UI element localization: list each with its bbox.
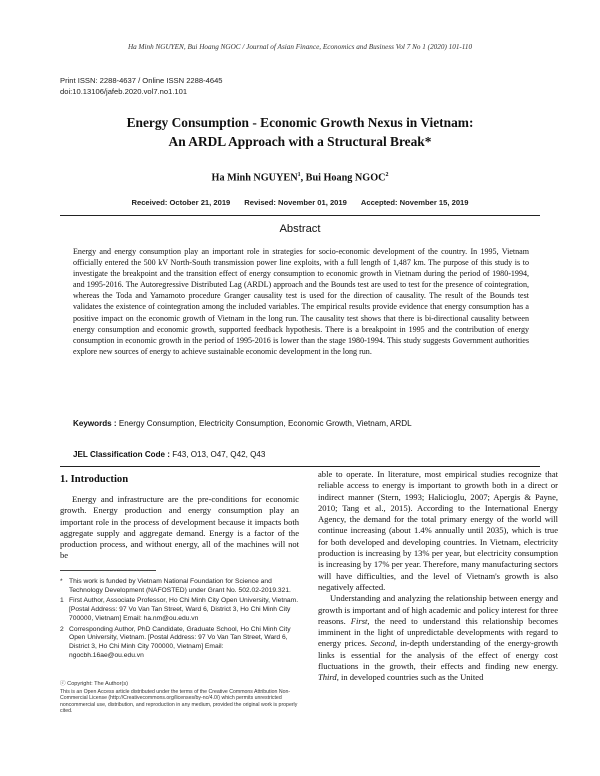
para3-third: Third bbox=[318, 672, 337, 683]
author-1-mark: 1 bbox=[297, 172, 301, 178]
jel-codes bbox=[73, 450, 529, 459]
title-line-2: An ARDL Approach with a Structural Break* bbox=[168, 134, 432, 149]
revised-date: Revised: November 01, 2019 bbox=[244, 198, 347, 207]
para3-text-a: Understanding and analyzing the relationship between energy and growth is important and of high academic and policy interest for three reasons. bbox=[318, 593, 558, 626]
copyright-line: ⓒ Copyright: The Author(s) bbox=[60, 681, 128, 687]
divider-top bbox=[60, 215, 540, 216]
footnote-mark: 2 bbox=[60, 625, 64, 633]
license-text: This is an Open Access article distributed under the terms of the Creative Commons Attribution Non-Commercial License (http://Creativecommons.org/licenses/by-nc/4.0/) which permits unrestricted noncommercial use, distribution, and reproduction in any medium, provided the original work is properly cited. bbox=[60, 688, 298, 715]
author-list bbox=[60, 172, 540, 183]
para3-text-c: , in-depth understanding of the energy-growth links is essential for the analysis of the effect of energy cost fluctuations in the growth, their effects and finding new energy. bbox=[318, 638, 558, 672]
abstract-heading: Abstract bbox=[279, 223, 321, 235]
keywords-label: Keywords : bbox=[73, 419, 117, 428]
footnote-author-1 bbox=[60, 597, 300, 623]
para3-first: First bbox=[350, 615, 368, 626]
author-2: Bui Hoang NGOC bbox=[305, 172, 386, 184]
footnote-rule bbox=[60, 570, 156, 571]
section-heading: 1. Introduction bbox=[60, 474, 129, 485]
intro-paragraph-3 bbox=[318, 593, 558, 683]
para3-text-d: , in developed countries such as the United bbox=[336, 672, 484, 683]
abstract-text: Energy and energy consumption play an important role in strategies for socio-economic development of the country. In 1995, Vietnam officially entered the 500 kV North-South transmission power line exploits, with a full length of 1,487 km. The purpose of this study is to investigate the breakpoint and the transition effect of energy consumption to economic growth in Vietnam during the period of 1980-1994, and 1995-2016. The Autoregressive Distributed Lag (ARDL) approach and the Bounds test are used to test for the presence of cointegration, whereas the Toda and Yamamoto procedure Granger causality test is used for the direction of causality. The result of the Bounds test validates the existence of cointegration among the included variables. The empirical results provide evidence that energy consumption has a positive impact on the economic growth of Vietnam in the long run. The causality test shows that there is bi-directional causality between energy consumption and economic growth, supported feedback hypothesis. There is a breakpoint in 1995 and the contribution of energy consumption in economic growth in the period of 1995-2016 is lower than the stage 1980-1994. This study suggests Government authorities explore new sources of energy to achieve sustainable economic development in the long run. bbox=[73, 247, 529, 356]
footnote-author-2 bbox=[60, 626, 300, 661]
accepted-date: Accepted: November 15, 2019 bbox=[360, 198, 469, 207]
intro-paragraph-1: Energy and infrastructure are the pre-conditions for economic growth. Energy production and energy consumption play an important role in the process of development because it impacts both aggregate supply and aggregate demand. Energy is a factor of the production process, and without energy, all of the machines will not be bbox=[60, 494, 299, 561]
author-separator: , bbox=[300, 172, 306, 184]
issn-block bbox=[60, 76, 223, 97]
keywords-text: Energy Consumption, Electricity Consumption, Economic Growth, Vietnam, ARDL bbox=[116, 419, 412, 428]
para3-second: Second bbox=[370, 638, 395, 649]
title-line-1: Energy Consumption - Economic Growth Nexus in Vietnam: bbox=[126, 115, 474, 130]
right-column bbox=[318, 469, 558, 684]
footnote-mark: 1 bbox=[60, 597, 64, 605]
copyright-block bbox=[60, 681, 300, 715]
author-1: Ha Minh NGUYEN bbox=[211, 172, 298, 184]
author-2-mark: 2 bbox=[385, 172, 389, 178]
jel-label: JEL Classification Code : bbox=[73, 450, 170, 459]
footnote-funding bbox=[60, 578, 300, 595]
para3-text-b: , the need to understand this relationship becomes imminent in the light of unpredictable developments with regard to energy prices. bbox=[318, 615, 559, 649]
keywords bbox=[73, 419, 529, 428]
received-date: Received: October 21, 2019 bbox=[131, 198, 231, 207]
jel-text: F43, O13, O47, Q42, Q43 bbox=[170, 450, 266, 459]
footnote-text: Corresponding Author, PhD Candidate, Graduate School, Ho Chi Minh City Open University, Vietnam. [Postal Address: 97 Vo Van Tan Street, Ward 6, District 3, Ho Chi Minh City 700000, Vietnam] Email: ngocbh.16ae@ou.edu.vn bbox=[69, 625, 291, 659]
divider-bottom bbox=[60, 466, 540, 467]
doi-line: doi:10.13106/jafeb.2020.vol7.no1.101 bbox=[60, 86, 188, 96]
issn-line: Print ISSN: 2288-4637 / Online ISSN 2288-4645 bbox=[60, 76, 223, 85]
paper-title bbox=[60, 113, 540, 151]
article-dates bbox=[60, 198, 540, 207]
footnote-text: First Author, Associate Professor, Ho Chi Minh City Open University, Vietnam. [Postal Address: 97 Vo Van Tan Street, Ward 6, District 3, Ho Chi Minh City 700000, Vietnam] Email: ha.nm@ou.edu.vn bbox=[69, 597, 299, 622]
left-column bbox=[60, 494, 299, 562]
footnote-mark: * bbox=[60, 578, 63, 585]
running-head: Ha Minh NGUYEN, Bui Hoang NGOC / Journal of Asian Finance, Economics and Business Vol 7 No 1 (2020) 101-110 bbox=[127, 43, 473, 51]
intro-paragraph-2: able to operate. In literature, most empirical studies recognize that reliable access to energy is important to growth both in a direct or indirect manner (Stern, 1993; Halicioglu, 2007; Apergis & Payne, 2010; Tang et al., 2015). According to the International Energy Agency, the demand for the total primary energy of the world will continue increasing (about 1.4% annually until 2035), which is true for both developed and developing countries. In Vietnam, electricity production is increasing by 13% per year, but electricity consumption is increasing by 17% per year. Therefore, many manufacturing sectors will have difficulties, and the level of Vietnam's growth is also negatively affected. bbox=[318, 469, 558, 592]
footnotes bbox=[60, 578, 300, 662]
footnote-text: This work is funded by Vietnam National Foundation for Science and Technology Development (NAFOSTED) under Grant No. 502.02-2019.321. bbox=[69, 578, 291, 594]
